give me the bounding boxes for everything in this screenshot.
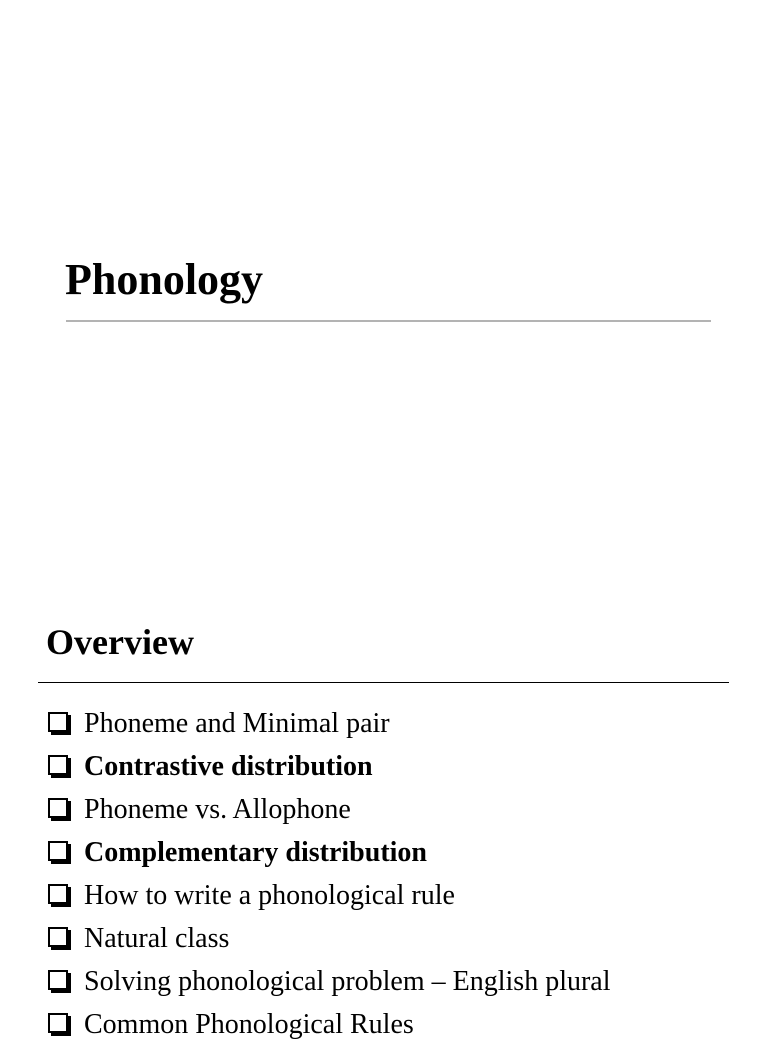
checkbox-icon: [48, 1013, 68, 1033]
list-item-label: How to write a phonological rule: [84, 879, 455, 911]
checkbox-icon: [48, 970, 68, 990]
overview-heading: Overview: [46, 622, 194, 662]
list-item: [48, 960, 611, 1003]
checkbox-icon: [48, 798, 68, 818]
list-item: [48, 745, 611, 788]
list-item-label: Common Phonological Rules: [84, 1008, 414, 1040]
list-item-label: Phoneme and Minimal pair: [84, 707, 390, 739]
checkbox-icon: [48, 755, 68, 775]
list-item: [48, 917, 611, 960]
list-item-label: Complementary distribution: [84, 836, 427, 868]
checkbox-icon: [48, 884, 68, 904]
list-item: [48, 831, 611, 874]
list-item-label: Phoneme vs. Allophone: [84, 793, 351, 825]
list-item-label: Natural class: [84, 922, 230, 954]
list-item: [48, 788, 611, 831]
list-item-label: Solving phonological problem – English plural: [84, 965, 611, 997]
list-item: [48, 874, 611, 917]
list-item-label: Contrastive distribution: [84, 750, 373, 782]
checkbox-icon: [48, 927, 68, 947]
list-item: [48, 1003, 611, 1046]
checkbox-icon: [48, 712, 68, 732]
checkbox-icon: [48, 841, 68, 861]
list-item: [48, 702, 611, 745]
title-divider: [66, 320, 711, 322]
page-title: Phonology: [65, 255, 264, 304]
overview-list: [48, 702, 611, 1046]
overview-divider: [38, 682, 729, 683]
